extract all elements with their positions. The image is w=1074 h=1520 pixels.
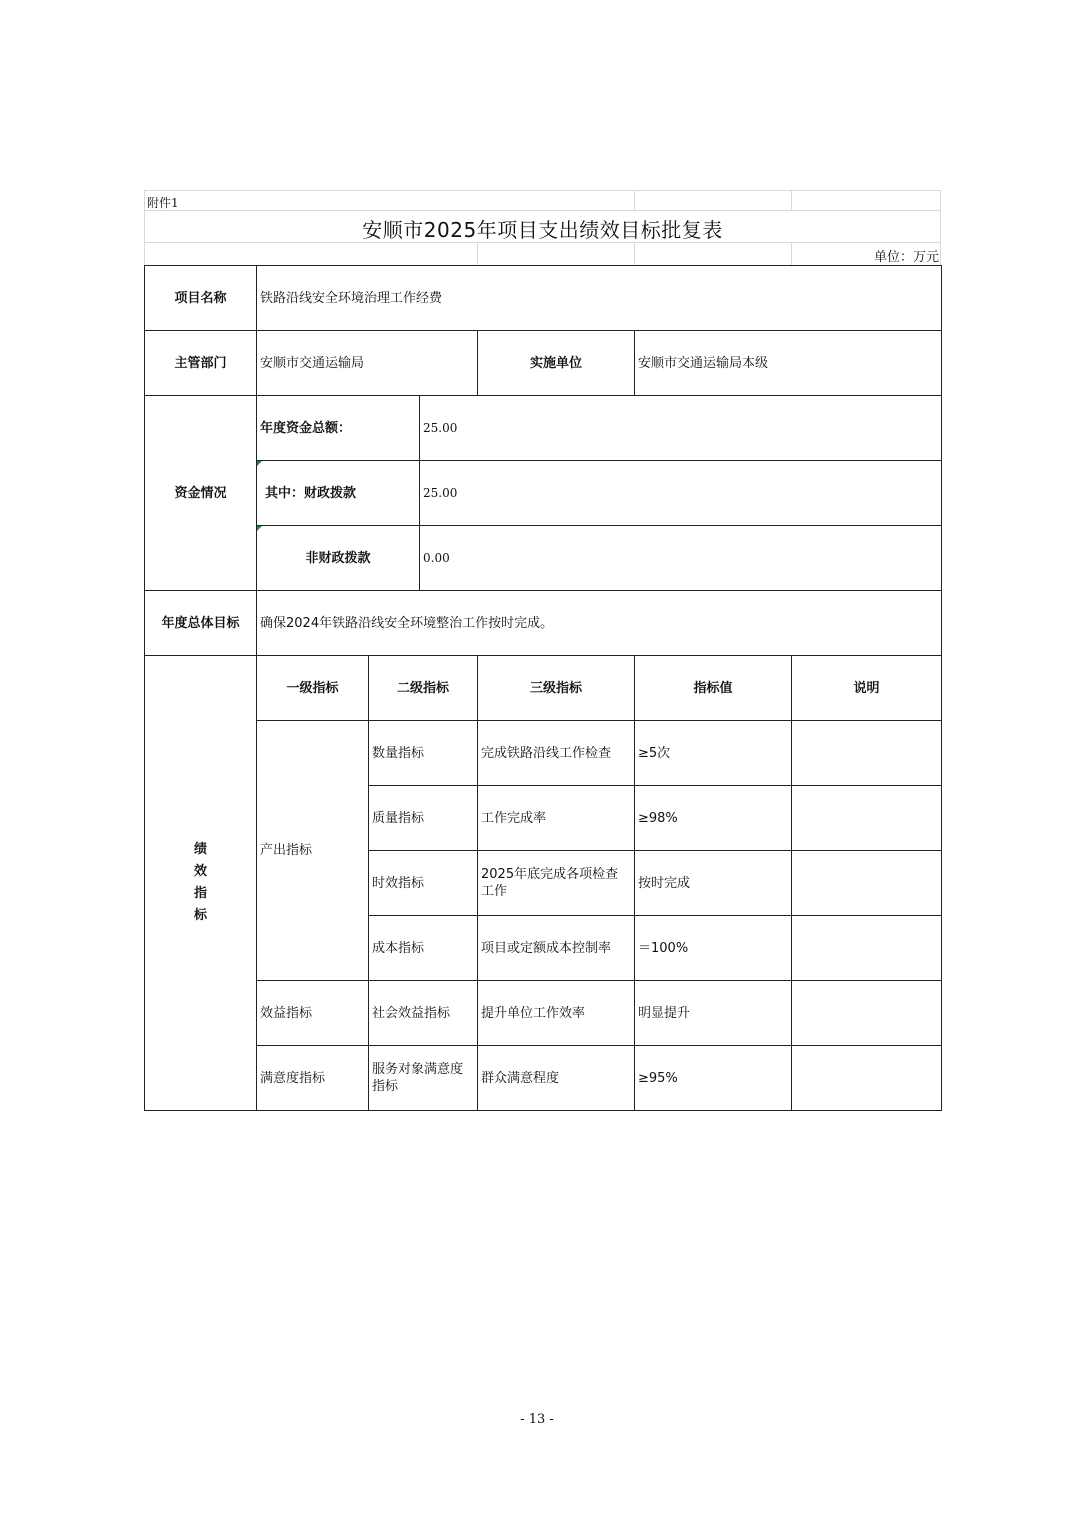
implementer-label: 实施单位	[478, 331, 635, 396]
level2-cell: 社会效益指标	[369, 981, 478, 1046]
level2-cell: 数量指标	[369, 721, 478, 786]
project-name-value: 铁路沿线安全环境治理工作经费	[257, 266, 942, 331]
level2-cell: 服务对象满意度指标	[369, 1046, 478, 1111]
level1-satisfaction: 满意度指标	[257, 1046, 369, 1111]
level2-cell: 时效指标	[369, 851, 478, 916]
level3-cell: 工作完成率	[478, 786, 635, 851]
funds-nonfiscal-label: 非财政拨款	[257, 526, 420, 591]
level3-cell: 完成铁路沿线工作检查	[478, 721, 635, 786]
value-cell: ≥98%	[635, 786, 792, 851]
table-row	[145, 981, 942, 1046]
level2-cell: 质量指标	[369, 786, 478, 851]
note-cell	[792, 851, 942, 916]
funds-fiscal-label: 其中：财政拨款	[257, 461, 420, 526]
level3-cell: 2025年底完成各项检查工作	[478, 851, 635, 916]
value-cell: 明显提升	[635, 981, 792, 1046]
goal-value: 确保2024年铁路沿线安全环境整治工作按时完成。	[257, 591, 942, 656]
note-cell	[792, 1046, 942, 1111]
funds-total-label: 年度资金总额：	[257, 396, 420, 461]
header-value: 指标值	[635, 656, 792, 721]
level3-cell: 群众满意程度	[478, 1046, 635, 1111]
level1-output: 产出指标	[257, 721, 369, 981]
performance-label: 绩效指标	[145, 656, 257, 1111]
level3-cell: 项目或定额成本控制率	[478, 916, 635, 981]
funds-row	[145, 461, 942, 526]
department-row	[145, 331, 942, 396]
department-label: 主管部门	[145, 331, 257, 396]
indicator-header-row	[145, 656, 942, 721]
table-row	[145, 721, 942, 786]
header-level1: 一级指标	[257, 656, 369, 721]
performance-target-table	[144, 265, 942, 1111]
goal-row	[145, 591, 942, 656]
goal-label: 年度总体目标	[145, 591, 257, 656]
page-title: 安顺市2025年项目支出绩效目标批复表	[362, 218, 723, 242]
funds-fiscal-value: 25.00	[420, 461, 942, 526]
project-name-row	[145, 266, 942, 331]
unit-label: 单位：万元	[873, 250, 939, 265]
value-cell: 按时完成	[635, 851, 792, 916]
funds-label: 资金情况	[145, 396, 257, 591]
page-number: - 13 -	[520, 1412, 554, 1427]
level1-benefit: 效益指标	[257, 981, 369, 1046]
department-value: 安顺市交通运输局	[257, 331, 478, 396]
funds-nonfiscal-value: 0.00	[420, 526, 942, 591]
note-cell	[792, 786, 942, 851]
implementer-value: 安顺市交通运输局本级	[635, 331, 942, 396]
table-row	[145, 1046, 942, 1111]
level2-cell: 成本指标	[369, 916, 478, 981]
note-cell	[792, 916, 942, 981]
header-level3: 三级指标	[478, 656, 635, 721]
header-note: 说明	[792, 656, 942, 721]
funds-row	[145, 526, 942, 591]
project-name-label: 项目名称	[145, 266, 257, 331]
attachment-label: 附件1	[147, 196, 179, 210]
value-cell: ≥95%	[635, 1046, 792, 1111]
value-cell: ＝100%	[635, 916, 792, 981]
value-cell: ≥5次	[635, 721, 792, 786]
note-cell	[792, 721, 942, 786]
funds-total-value: 25.00	[420, 396, 942, 461]
funds-row	[145, 396, 942, 461]
note-cell	[792, 981, 942, 1046]
level3-cell: 提升单位工作效率	[478, 981, 635, 1046]
header-level2: 二级指标	[369, 656, 478, 721]
